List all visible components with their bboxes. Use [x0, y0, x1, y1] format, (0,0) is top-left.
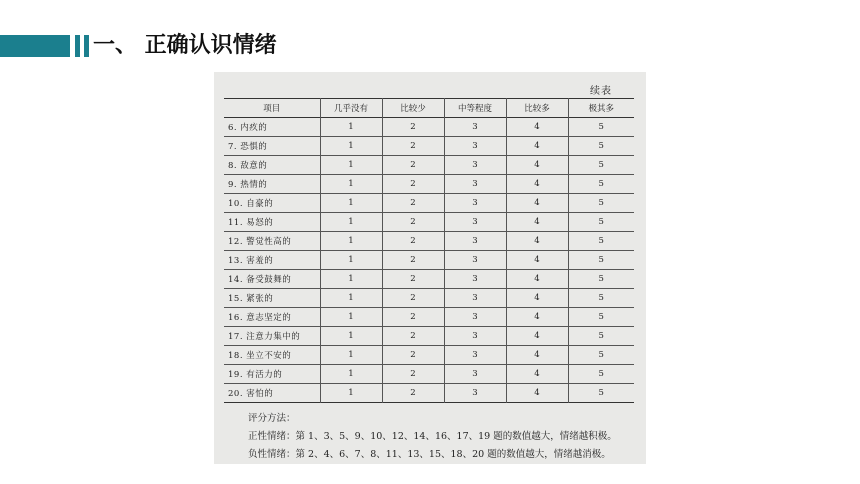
item-label: 14. 备受鼓舞的 — [228, 275, 292, 285]
score-cell: 5 — [568, 365, 634, 384]
item-label: 8. 敌意的 — [228, 161, 268, 171]
item-label: 10. 自豪的 — [228, 199, 274, 209]
item-label: 11. 易怒的 — [228, 218, 274, 228]
table-row — [224, 289, 634, 308]
score-cell: 5 — [568, 289, 634, 308]
table-body — [224, 118, 634, 403]
column-header: 比较少 — [382, 99, 444, 118]
score-cell: 4 — [506, 137, 568, 156]
score-cell: 3 — [444, 137, 506, 156]
score-cell: 2 — [382, 213, 444, 232]
score-cell: 1 — [320, 308, 382, 327]
column-header: 几乎没有 — [320, 99, 382, 118]
item-label: 19. 有活力的 — [228, 370, 283, 380]
score-cell: 1 — [320, 270, 382, 289]
score-cell: 2 — [382, 232, 444, 251]
table-row — [224, 384, 634, 403]
item-label: 18. 坐立不安的 — [228, 351, 292, 361]
item-label: 16. 意志坚定的 — [228, 313, 292, 323]
scoring-negative: 负性情绪：第 2、4、6、7、8、11、13、15、18、20 题的数值越大，情绪越消极。 — [248, 449, 611, 460]
score-cell: 3 — [444, 289, 506, 308]
score-cell: 1 — [320, 194, 382, 213]
score-cell: 4 — [506, 118, 568, 137]
score-cell: 2 — [382, 175, 444, 194]
score-cell: 4 — [506, 308, 568, 327]
header-accent-stripe — [75, 35, 80, 57]
table-row — [224, 270, 634, 289]
score-cell: 5 — [568, 346, 634, 365]
score-cell: 4 — [506, 175, 568, 194]
column-header: 项目 — [263, 104, 281, 114]
column-header: 极其多 — [568, 99, 634, 118]
score-cell: 2 — [382, 194, 444, 213]
score-cell: 3 — [444, 156, 506, 175]
score-cell: 1 — [320, 137, 382, 156]
score-cell: 2 — [382, 384, 444, 403]
table-row — [224, 118, 634, 137]
score-cell: 5 — [568, 175, 634, 194]
score-cell: 5 — [568, 137, 634, 156]
score-cell: 5 — [568, 118, 634, 137]
score-cell: 2 — [382, 346, 444, 365]
score-cell: 4 — [506, 346, 568, 365]
table-row — [224, 308, 634, 327]
score-cell: 5 — [568, 156, 634, 175]
score-cell: 1 — [320, 213, 382, 232]
table-row — [224, 213, 634, 232]
score-cell: 2 — [382, 156, 444, 175]
score-cell: 1 — [320, 118, 382, 137]
column-header: 中等程度 — [444, 99, 506, 118]
score-cell: 1 — [320, 346, 382, 365]
score-cell: 2 — [382, 270, 444, 289]
score-cell: 5 — [568, 213, 634, 232]
score-cell: 1 — [320, 156, 382, 175]
score-cell: 1 — [320, 365, 382, 384]
score-cell: 5 — [568, 270, 634, 289]
item-label: 6. 内疚的 — [228, 123, 268, 133]
item-label: 20. 害怕的 — [228, 389, 274, 399]
item-label: 13. 害羞的 — [228, 256, 274, 266]
score-cell: 1 — [320, 251, 382, 270]
continued-label: 续表 — [590, 86, 612, 97]
table-row — [224, 346, 634, 365]
score-cell: 5 — [568, 194, 634, 213]
score-cell: 2 — [382, 137, 444, 156]
score-cell: 3 — [444, 175, 506, 194]
table-row — [224, 327, 634, 346]
scoring-positive: 正性情绪：第 1、3、5、9、10、12、14、16、17、19 题的数值越大，情绪越积极。 — [248, 431, 617, 442]
score-cell: 3 — [444, 346, 506, 365]
item-label: 7. 恐惧的 — [228, 142, 268, 152]
score-cell: 1 — [320, 289, 382, 308]
score-cell: 4 — [506, 194, 568, 213]
score-cell: 3 — [444, 365, 506, 384]
score-cell: 3 — [444, 270, 506, 289]
score-cell: 4 — [506, 327, 568, 346]
score-cell: 5 — [568, 308, 634, 327]
score-cell: 2 — [382, 365, 444, 384]
table-row — [224, 365, 634, 384]
table-row — [224, 156, 634, 175]
score-cell: 5 — [568, 384, 634, 403]
score-cell: 3 — [444, 118, 506, 137]
score-cell: 4 — [506, 213, 568, 232]
score-cell: 3 — [444, 308, 506, 327]
score-cell: 4 — [506, 156, 568, 175]
table-header-row — [224, 99, 634, 118]
emotion-scale-table — [224, 98, 634, 403]
score-cell: 4 — [506, 384, 568, 403]
score-cell: 2 — [382, 308, 444, 327]
score-cell: 1 — [320, 175, 382, 194]
score-cell: 5 — [568, 251, 634, 270]
item-label: 9. 热情的 — [228, 180, 268, 190]
score-cell: 3 — [444, 194, 506, 213]
score-cell: 3 — [444, 213, 506, 232]
score-cell: 3 — [444, 232, 506, 251]
item-label: 15. 紧张的 — [228, 294, 274, 304]
score-cell: 2 — [382, 327, 444, 346]
item-label: 17. 注意力集中的 — [228, 332, 301, 342]
score-cell: 3 — [444, 327, 506, 346]
item-label: 12. 警觉性高的 — [228, 237, 292, 247]
column-header: 比较多 — [506, 99, 568, 118]
score-cell: 3 — [444, 251, 506, 270]
score-cell: 2 — [382, 251, 444, 270]
table-row — [224, 137, 634, 156]
score-cell: 4 — [506, 365, 568, 384]
page-title: 一、 正确认识情绪 — [93, 33, 277, 58]
scoring-heading: 评分方法： — [248, 413, 296, 424]
scoring-method — [248, 410, 643, 464]
score-cell: 4 — [506, 232, 568, 251]
score-cell: 4 — [506, 270, 568, 289]
score-cell: 1 — [320, 384, 382, 403]
scanned-table-image — [214, 72, 646, 464]
table-row — [224, 194, 634, 213]
score-cell: 5 — [568, 327, 634, 346]
table-row — [224, 232, 634, 251]
score-cell: 4 — [506, 251, 568, 270]
header-accent-stripe — [84, 35, 89, 57]
table-row — [224, 175, 634, 194]
score-cell: 2 — [382, 118, 444, 137]
score-cell: 1 — [320, 232, 382, 251]
score-cell: 3 — [444, 384, 506, 403]
header-accent-bar — [0, 35, 70, 57]
score-cell: 5 — [568, 232, 634, 251]
score-cell: 2 — [382, 289, 444, 308]
score-cell: 4 — [506, 289, 568, 308]
table-row — [224, 251, 634, 270]
score-cell: 1 — [320, 327, 382, 346]
